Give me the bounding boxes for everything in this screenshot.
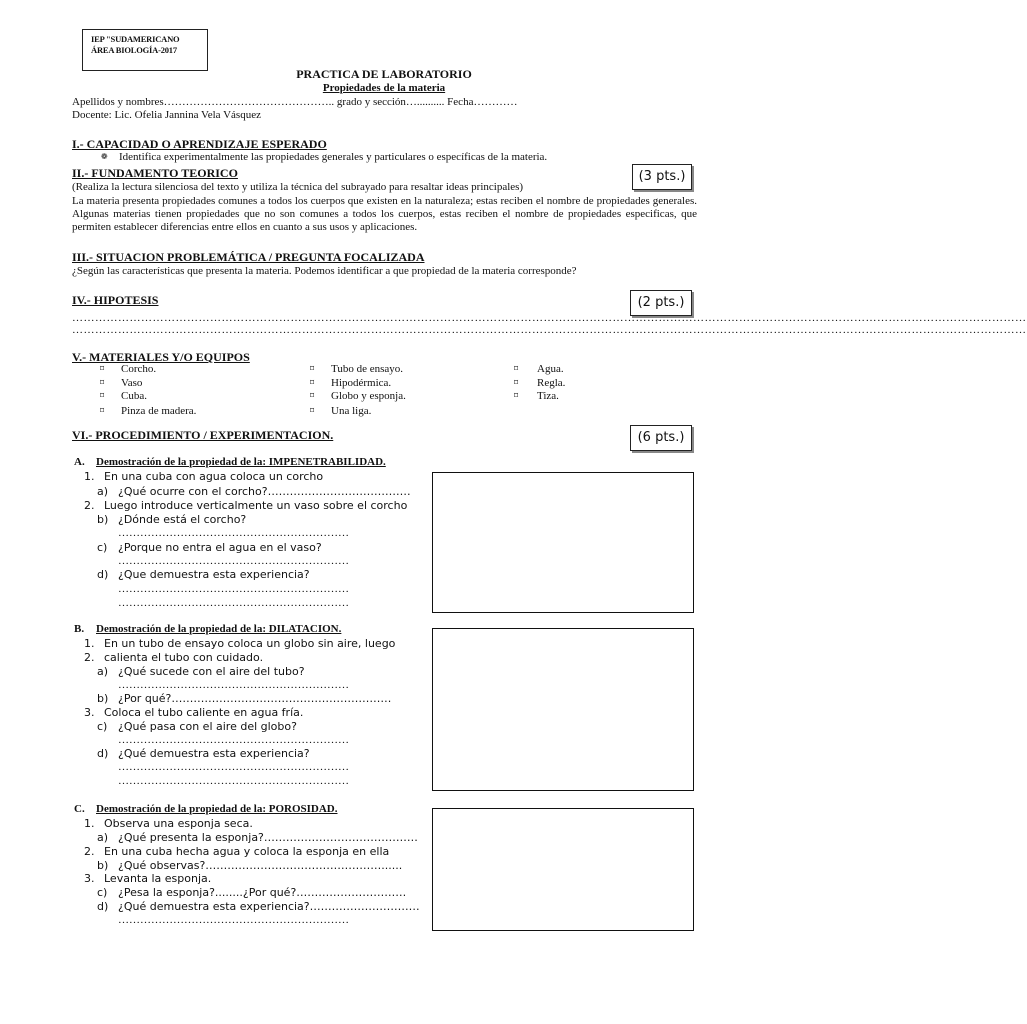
part-c-q-d: ¿Qué demuestra esta experiencia?………………………… xyxy=(118,900,420,913)
part-b-q-a: ¿Qué sucede con el aire del tubo? xyxy=(118,665,305,678)
list-bullet-icon: ⌑ xyxy=(514,391,519,400)
school-header-box xyxy=(82,29,208,71)
part-a-step-2-num: 2. xyxy=(84,499,95,512)
part-a-q-b-letter: b) xyxy=(97,513,109,526)
page-title: PRACTICA DE LABORATORIO xyxy=(296,67,472,81)
part-c-q-c: ¿Pesa la esponja?........¿Por qué?………………………… xyxy=(118,886,407,899)
part-c-q-b-letter: b) xyxy=(97,859,109,872)
material-item: Corcho. xyxy=(121,363,157,375)
hypothesis-line-1: …………………………………………………………………………………………………………………………………………………………………………………………………………………………… xyxy=(72,312,1027,324)
answer-line: ……………………………………………………… xyxy=(118,734,349,746)
section-3-title: III.- SITUACION PROBLEMÁTICA / PREGUNTA FOCALIZADA xyxy=(72,250,425,264)
part-b-q-c-letter: c) xyxy=(97,720,108,733)
list-bullet-icon: ⌑ xyxy=(310,406,315,415)
teacher-line: Docente: Lic. Ofelia Jannina Vela Vásquez xyxy=(72,109,261,121)
material-item: Cuba. xyxy=(121,390,147,402)
school-name: IEP "SUDAMERICANO xyxy=(91,34,180,44)
page-subtitle: Propiedades de la materia xyxy=(322,82,446,94)
list-bullet-icon: ⌑ xyxy=(100,391,105,400)
part-b-q-d-letter: d) xyxy=(97,747,109,760)
part-c-step-1: Observa una esponja seca. xyxy=(104,817,253,830)
part-c-step-2-num: 2. xyxy=(84,845,95,858)
part-c-heading: Demostración de la propiedad de la: POROSIDAD. xyxy=(96,803,338,815)
section-2-title: II.- FUNDAMENTO TEORICO xyxy=(72,166,238,180)
list-bullet-icon: ⌑ xyxy=(100,406,105,415)
part-c-step-3: Levanta la esponja. xyxy=(104,872,212,885)
part-b-step-1: En un tubo de ensayo coloca un globo sin aire, luego xyxy=(104,637,396,650)
area-year: ÁREA BIOLOGÍA-2017 xyxy=(91,45,177,55)
part-b-q-d: ¿Qué demuestra esta experiencia? xyxy=(118,747,310,760)
part-c-q-a: ¿Qué presenta la esponja?…………………………………… xyxy=(118,831,418,844)
part-b-heading: Demostración de la propiedad de la: DILATACION. xyxy=(96,623,342,635)
points-box-6: (6 pts.) xyxy=(630,425,692,451)
material-item: Pinza de madera. xyxy=(121,405,197,417)
list-bullet-icon: ⌑ xyxy=(310,391,315,400)
bullet-icon: ❁ xyxy=(101,152,108,161)
part-c-q-a-letter: a) xyxy=(97,831,109,844)
part-c-q-b: ¿Qué observas?…………………………………………...... xyxy=(118,859,403,872)
points-box-3: (3 pts.) xyxy=(632,164,692,190)
answer-line: ……………………………………………………… xyxy=(118,679,349,691)
part-b-step-1-num: 1. xyxy=(84,637,95,650)
list-bullet-icon: ⌑ xyxy=(310,364,315,373)
answer-line: ……………………………………………………… xyxy=(118,583,349,595)
part-a-step-1: En una cuba con agua coloca un corcho xyxy=(104,470,324,483)
part-c-q-d-letter: d) xyxy=(97,900,109,913)
part-b-step-2-num: 2. xyxy=(84,651,95,664)
part-b-step-3: Coloca el tubo caliente en agua fría. xyxy=(104,706,304,719)
material-item: Vaso xyxy=(121,377,143,389)
part-a-letter: A. xyxy=(74,456,85,468)
list-bullet-icon: ⌑ xyxy=(100,364,105,373)
drawing-box-b[interactable] xyxy=(432,628,694,791)
part-a-q-a-letter: a) xyxy=(97,485,109,498)
part-a-q-a: ¿Qué ocurre con el corcho?………………………………… xyxy=(118,485,411,498)
answer-line: ……………………………………………………… xyxy=(118,914,349,926)
part-b-step-3-num: 3. xyxy=(84,706,95,719)
list-bullet-icon: ⌑ xyxy=(514,364,519,373)
part-a-q-d: ¿Que demuestra esta experiencia? xyxy=(118,568,310,581)
student-info-line: Apellidos y nombres……………………………………….. grado y sección….......... Fecha………… xyxy=(72,96,518,108)
section-4-title: IV.- HIPOTESIS xyxy=(72,293,159,307)
answer-line: ……………………………………………………… xyxy=(118,761,349,773)
section-6-title: VI.- PROCEDIMIENTO / EXPERIMENTACION. xyxy=(72,428,334,442)
material-item: Tubo de ensayo. xyxy=(331,363,404,375)
part-b-q-a-letter: a) xyxy=(97,665,109,678)
part-c-step-2: En una cuba hecha agua y coloca la esponja en ella xyxy=(104,845,390,858)
part-a-q-c: ¿Porque no entra el agua en el vaso? xyxy=(118,541,322,554)
part-c-q-c-letter: c) xyxy=(97,886,108,899)
list-bullet-icon: ⌑ xyxy=(514,378,519,387)
answer-line: ……………………………………………………… xyxy=(118,775,349,787)
material-item: Una liga. xyxy=(331,405,372,417)
part-a-heading: Demostración de la propiedad de la: IMPENETRABILIDAD. xyxy=(96,456,386,468)
part-a-q-b: ¿Dónde está el corcho? xyxy=(118,513,247,526)
material-item: Tiza. xyxy=(537,390,559,402)
drawing-box-a[interactable] xyxy=(432,472,694,613)
material-item: Agua. xyxy=(537,363,564,375)
material-item: Hipodérmica. xyxy=(331,377,392,389)
section-2-instruction: (Realiza la lectura silenciosa del texto y utiliza la técnica del subrayado para resaltar ideas principales) xyxy=(72,181,524,193)
answer-line: ……………………………………………………… xyxy=(118,555,349,567)
part-a-q-c-letter: c) xyxy=(97,541,108,554)
answer-line: ……………………………………………………… xyxy=(118,527,349,539)
list-bullet-icon: ⌑ xyxy=(100,378,105,387)
points-box-2: (2 pts.) xyxy=(630,290,692,316)
part-b-step-2: calienta el tubo con cuidado. xyxy=(104,651,264,664)
section-2-text: La materia presenta propiedades comunes a todos los cuerpos que existen en la naturaleza; estas reciben el nombre de propiedades generales. Algunas materias tienen propiedades que no son comunes a todos los cuerpos, estas reciben el nombre de propiedades especificas, que permiten establecer diferencias entre ellos en cuanto a sus usos y aplicaciones. xyxy=(72,195,697,233)
section-5-title: V.- MATERIALES Y/O EQUIPOS xyxy=(72,350,250,364)
part-c-step-3-num: 3. xyxy=(84,872,95,885)
section-1-bullet: Identifica experimentalmente las propiedades generales y particulares o específicas de la materia. xyxy=(119,151,548,163)
part-a-step-2: Luego introduce verticalmente un vaso sobre el corcho xyxy=(104,499,408,512)
material-item: Regla. xyxy=(537,377,566,389)
part-a-step-1-num: 1. xyxy=(84,470,95,483)
part-b-letter: B. xyxy=(74,623,85,635)
drawing-box-c[interactable] xyxy=(432,808,694,931)
part-c-letter: C. xyxy=(74,803,85,815)
part-b-q-c: ¿Qué pasa con el aire del globo? xyxy=(118,720,297,733)
list-bullet-icon: ⌑ xyxy=(310,378,315,387)
part-a-q-d-letter: d) xyxy=(97,568,109,581)
section-3-text: ¿Según las características que presenta la materia. Podemos identificar a que propiedad de la materia corresponde? xyxy=(72,265,577,277)
material-item: Globo y esponja. xyxy=(331,390,406,402)
part-b-q-b-letter: b) xyxy=(97,692,109,705)
part-b-q-b: ¿Por qué?…………………………………………………… xyxy=(118,692,392,705)
hypothesis-line-2: …………………………………………………………………………………………………………………………………………………………………………………………………………………………… xyxy=(72,324,1027,336)
section-1-title: I.- CAPACIDAD O APRENDIZAJE ESPERADO xyxy=(72,137,327,151)
answer-line: ……………………………………………………… xyxy=(118,597,349,609)
part-c-step-1-num: 1. xyxy=(84,817,95,830)
